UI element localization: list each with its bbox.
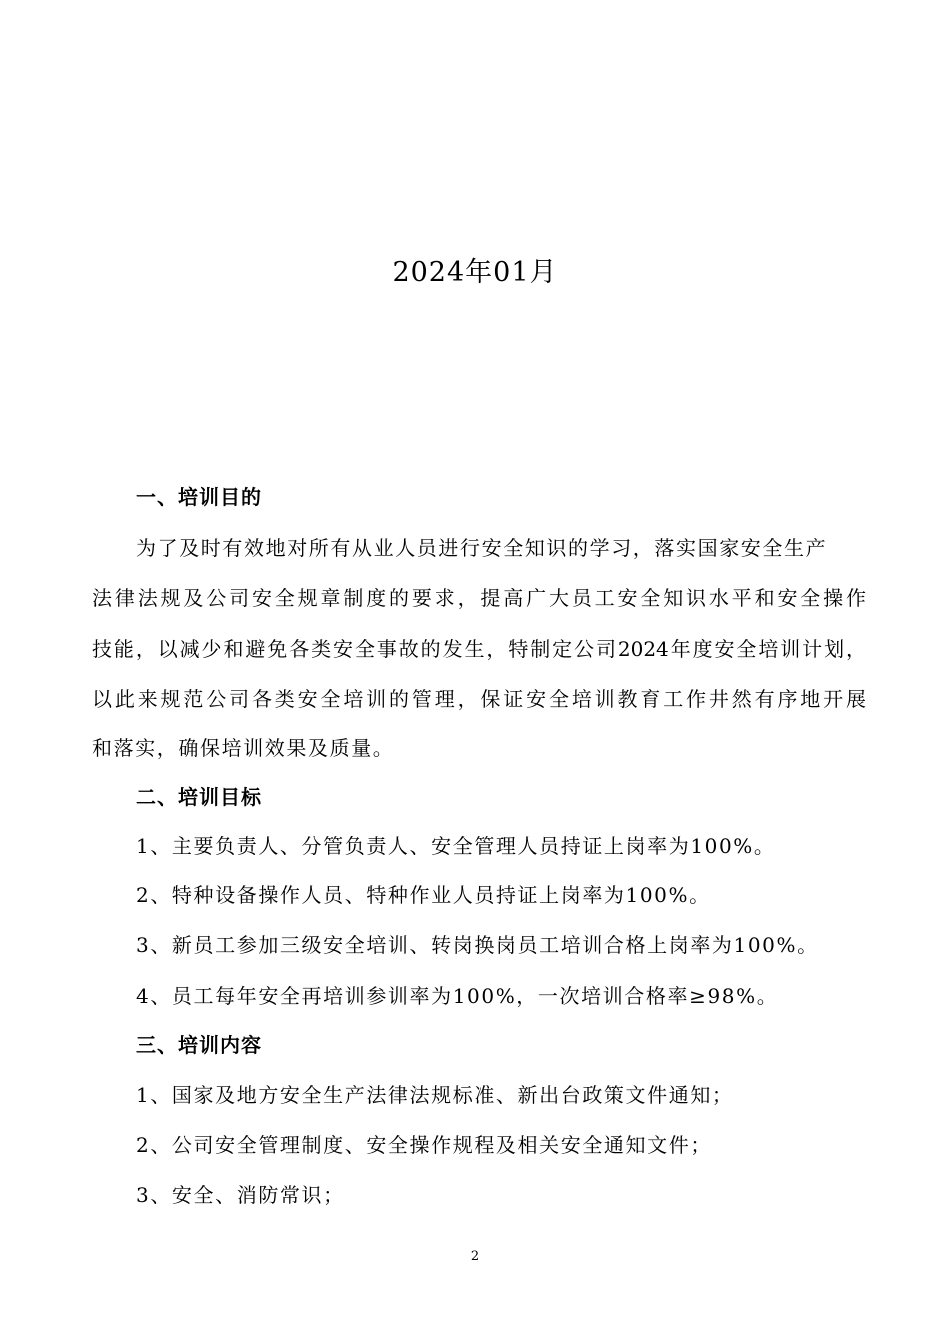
list-item: 3、新员工参加三级安全培训、转岗换岗员工培训合格上岗率为100%。	[136, 933, 819, 957]
paragraph-line: 以此来规范公司各类安全培训的管理，保证安全培训教育工作井然有序地开展	[92, 687, 866, 711]
section-heading-purpose: 一、培训目的	[136, 485, 262, 509]
list-item: 4、员工每年安全再培训参训率为100%，一次培训合格率≥98%。	[136, 984, 779, 1008]
paragraph-line: 和落实，确保培训效果及质量。	[92, 736, 395, 760]
paragraph-line: 为了及时有效地对所有从业人员进行安全知识的学习，落实国家安全生产	[136, 536, 828, 560]
paragraph-line: 法律法规及公司安全规章制度的要求，提高广大员工安全知识水平和安全操作	[92, 586, 866, 610]
list-item: 3、安全、消防常识；	[136, 1183, 345, 1207]
list-item: 2、特种设备操作人员、特种作业人员持证上岗率为100%。	[136, 883, 711, 907]
section-heading-content: 三、培训内容	[136, 1033, 262, 1057]
date-title: 2024年01月	[392, 257, 558, 288]
list-item: 2、公司安全管理制度、安全操作规程及相关安全通知文件；	[136, 1133, 712, 1157]
section-heading-goals: 二、培训目标	[136, 785, 262, 809]
list-item: 1、国家及地方安全生产法律法规标准、新出台政策文件通知；	[136, 1083, 734, 1107]
paragraph-line: 技能，以减少和避免各类安全事故的发生，特制定公司2024年度安全培训计划，	[92, 637, 866, 661]
list-item: 1、主要负责人、分管负责人、安全管理人员持证上岗率为100%。	[136, 834, 776, 858]
page-number: 2	[470, 1249, 480, 1264]
